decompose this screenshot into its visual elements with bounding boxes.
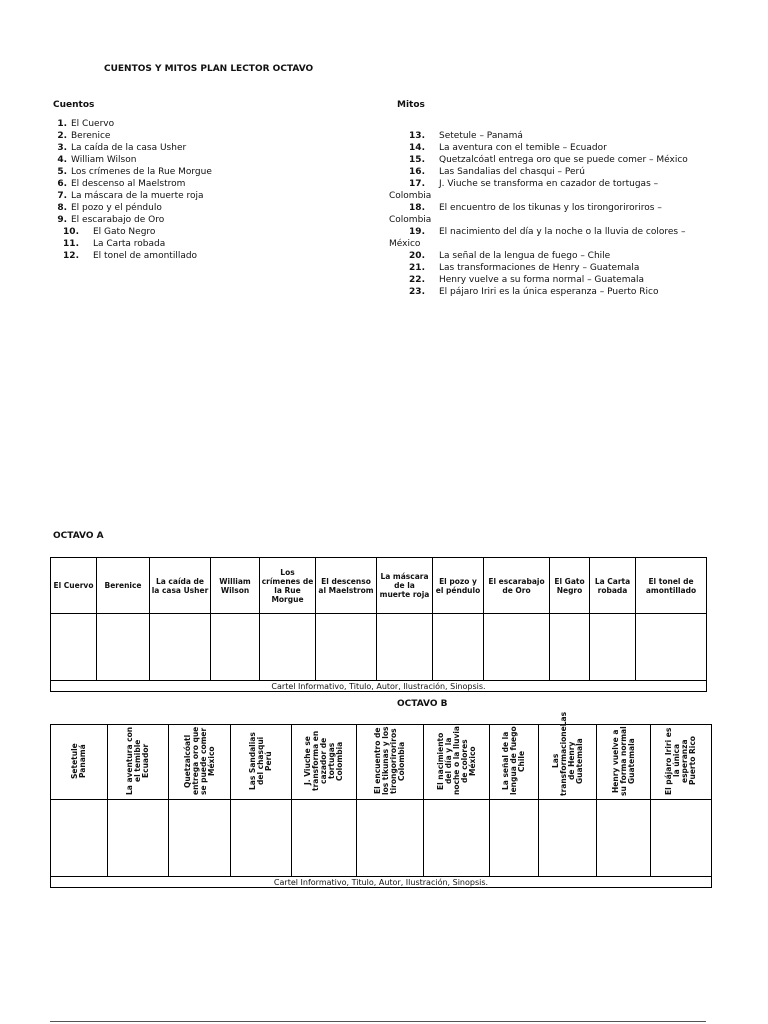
cuentos-heading: Cuentos (53, 100, 95, 110)
column-header (651, 725, 712, 800)
item-text: El nacimiento del día y la noche o la lluvia de colores – (439, 227, 686, 237)
empty-cell[interactable] (292, 800, 357, 877)
item-text: El descenso al Maelstrom (71, 179, 186, 189)
empty-cell[interactable] (539, 800, 597, 877)
list-item (53, 214, 212, 226)
item-text: La caída de la casa Usher (71, 143, 187, 153)
column-header: El tonel de amontillado (636, 558, 707, 614)
list-item (389, 226, 717, 250)
item-number: 20. (409, 251, 425, 261)
item-number: 6. (57, 179, 67, 189)
table-row (51, 800, 712, 877)
column-header-text: El encuentro de los tikunas y los tirongoriroriros Colombia (373, 726, 406, 796)
column-header-text: Las transformacioneLas de Henry Guatemala (550, 711, 584, 796)
item-number: 3. (57, 143, 67, 153)
empty-cell[interactable] (231, 800, 292, 877)
empty-cell[interactable] (651, 800, 712, 877)
cuentos-list (53, 118, 212, 262)
footer-row (51, 877, 712, 888)
list-item (389, 178, 717, 202)
item-text: La aventura con el temible – Ecuador (439, 143, 607, 153)
column-header-text: La señal de la lengua de fuego Chile (501, 726, 526, 796)
item-text: La máscara de la muerte roja (71, 191, 204, 201)
list-item (53, 202, 212, 214)
item-number: 21. (409, 263, 425, 273)
document-title: CUENTOS Y MITOS PLAN LECTOR OCTAVO (104, 64, 314, 74)
list-item (53, 142, 212, 154)
empty-cell[interactable] (169, 800, 231, 877)
empty-cell[interactable] (97, 614, 150, 681)
column-header (108, 725, 169, 800)
item-text: Setetule – Panamá (439, 131, 523, 141)
empty-cell[interactable] (316, 614, 377, 681)
empty-cell[interactable] (108, 800, 169, 877)
column-header (597, 725, 651, 800)
column-header: William Wilson (211, 558, 260, 614)
item-number: 19. (409, 227, 425, 237)
octavo-b-label: OCTAVO B (397, 699, 448, 709)
column-header (51, 725, 108, 800)
mitos-heading: Mitos (397, 100, 425, 110)
page-bottom-rule (50, 1021, 706, 1022)
column-header (292, 725, 357, 800)
item-text: Las transformaciones de Henry – Guatemala (439, 263, 640, 273)
item-text: El encuentro de los tikunas y los tirongoriroriros – (439, 203, 662, 213)
item-number: 10. (63, 227, 79, 237)
list-item (407, 142, 717, 154)
item-text: El Gato Negro (93, 227, 156, 237)
item-text: Berenice (71, 131, 111, 141)
list-item (407, 286, 717, 298)
item-number: 13. (409, 131, 425, 141)
list-item (53, 238, 212, 250)
column-header: El pozo y el péndulo (433, 558, 484, 614)
empty-cell[interactable] (51, 800, 108, 877)
column-header-text: El nacimiento del día y la noche o la lluvia de colores México (435, 726, 477, 796)
item-text: El pozo y el péndulo (71, 203, 162, 213)
empty-cell[interactable] (597, 800, 651, 877)
item-number: 8. (57, 203, 67, 213)
column-header (357, 725, 424, 800)
column-header (539, 711, 597, 800)
list-item (407, 130, 717, 142)
table-footer: Cartel Informativo, Titulo, Autor, Ilustración, Sinopsis. (51, 877, 712, 888)
empty-cell[interactable] (211, 614, 260, 681)
item-number: 17. (409, 179, 425, 189)
column-header-text: Henry vuelve a su forma normal Guatemala (610, 726, 636, 796)
item-text: El escarabajo de Oro (71, 215, 165, 225)
item-number: 22. (409, 275, 425, 285)
list-item (53, 166, 212, 178)
item-text: Henry vuelve a su forma normal – Guatemala (439, 275, 644, 285)
column-header (490, 725, 539, 800)
list-item (407, 262, 717, 274)
item-number: 12. (63, 251, 79, 261)
header-row (51, 725, 712, 800)
mitos-list (389, 130, 717, 298)
item-continuation: México (389, 239, 421, 249)
empty-cell[interactable] (590, 614, 636, 681)
octavo-a-label: OCTAVO A (53, 531, 104, 541)
list-item (53, 190, 212, 202)
empty-cell[interactable] (433, 614, 484, 681)
column-header (231, 725, 292, 800)
item-number: 4. (57, 155, 67, 165)
octavo-a-table (50, 557, 707, 692)
list-item (53, 226, 212, 238)
column-header-text: Las Sandalias del chasqui Perú (248, 732, 273, 790)
footer-row (51, 681, 707, 692)
column-header: Berenice (97, 558, 150, 614)
item-number: 2. (57, 131, 67, 141)
column-header: La máscara de la muerte roja (377, 558, 433, 614)
item-text: Los crímenes de la Rue Morgue (71, 167, 212, 177)
list-item (407, 250, 717, 262)
empty-cell[interactable] (550, 614, 590, 681)
list-item (407, 154, 717, 166)
column-header: El Cuervo (51, 558, 97, 614)
item-text: J. Viuche se transforma en cazador de tortugas – (439, 179, 659, 189)
item-number: 7. (57, 191, 67, 201)
list-item (389, 202, 717, 226)
empty-cell[interactable] (484, 614, 550, 681)
item-number: 18. (409, 203, 425, 213)
table-footer: Cartel Informativo, Titulo, Autor, Ilustración, Sinopsis. (51, 681, 707, 692)
list-item (53, 118, 212, 130)
item-number: 15. (409, 155, 425, 165)
header-row (51, 558, 707, 614)
item-number: 5. (57, 167, 67, 177)
column-header (424, 725, 490, 800)
empty-cell[interactable] (51, 614, 97, 681)
item-continuation: Colombia (389, 215, 432, 225)
empty-cell[interactable] (490, 800, 539, 877)
item-text: El Cuervo (71, 119, 115, 129)
empty-cell[interactable] (636, 614, 707, 681)
empty-cell[interactable] (424, 800, 490, 877)
item-text: El tonel de amontillado (93, 251, 198, 261)
column-header: Los crímenes de la Rue Morgue (260, 558, 316, 614)
table-row (51, 614, 707, 681)
item-continuation: Colombia (389, 191, 432, 201)
item-number: 1. (57, 119, 67, 129)
column-header-text: El pájaro Iriri es la única esperanza Puerto Rico (664, 727, 697, 795)
column-header-text: J. Viuche se transforma en cazador de tortugas Colombia (303, 730, 344, 792)
item-number: 16. (409, 167, 425, 177)
column-header: El descenso al Maelstrom (316, 558, 377, 614)
empty-cell[interactable] (150, 614, 211, 681)
column-header-text: Quetzalcóatl entrega oro que se puede comer México (182, 726, 216, 796)
item-number: 23. (409, 287, 425, 297)
list-item (53, 178, 212, 190)
item-text: La señal de la lengua de fuego – Chile (439, 251, 611, 261)
item-number: 11. (63, 239, 79, 249)
column-header: La Carta robada (590, 558, 636, 614)
column-header: El Gato Negro (550, 558, 590, 614)
list-item (407, 166, 717, 178)
empty-cell[interactable] (260, 614, 316, 681)
list-item (53, 154, 212, 166)
item-text: Las Sandalias del chasqui – Perú (439, 167, 585, 177)
octavo-b-table (50, 711, 712, 888)
list-item (407, 274, 717, 286)
list-item (53, 250, 212, 262)
column-header: La caída de la casa Usher (150, 558, 211, 614)
item-text: El pájaro Iriri es la única esperanza – Puerto Rico (439, 287, 659, 297)
empty-cell[interactable] (377, 614, 433, 681)
column-header-text: La aventura con el temible Ecuador (125, 726, 150, 796)
column-header: El escarabajo de Oro (484, 558, 550, 614)
item-text: William Wilson (71, 155, 137, 165)
item-number: 14. (409, 143, 425, 153)
item-number: 9. (57, 215, 67, 225)
item-text: Quetzalcóatl entrega oro que se puede comer – México (439, 155, 688, 165)
column-header-text: Setetule Panamá (70, 743, 87, 779)
column-header (169, 725, 231, 800)
empty-cell[interactable] (357, 800, 424, 877)
list-item (53, 130, 212, 142)
item-text: La Carta robada (93, 239, 166, 249)
